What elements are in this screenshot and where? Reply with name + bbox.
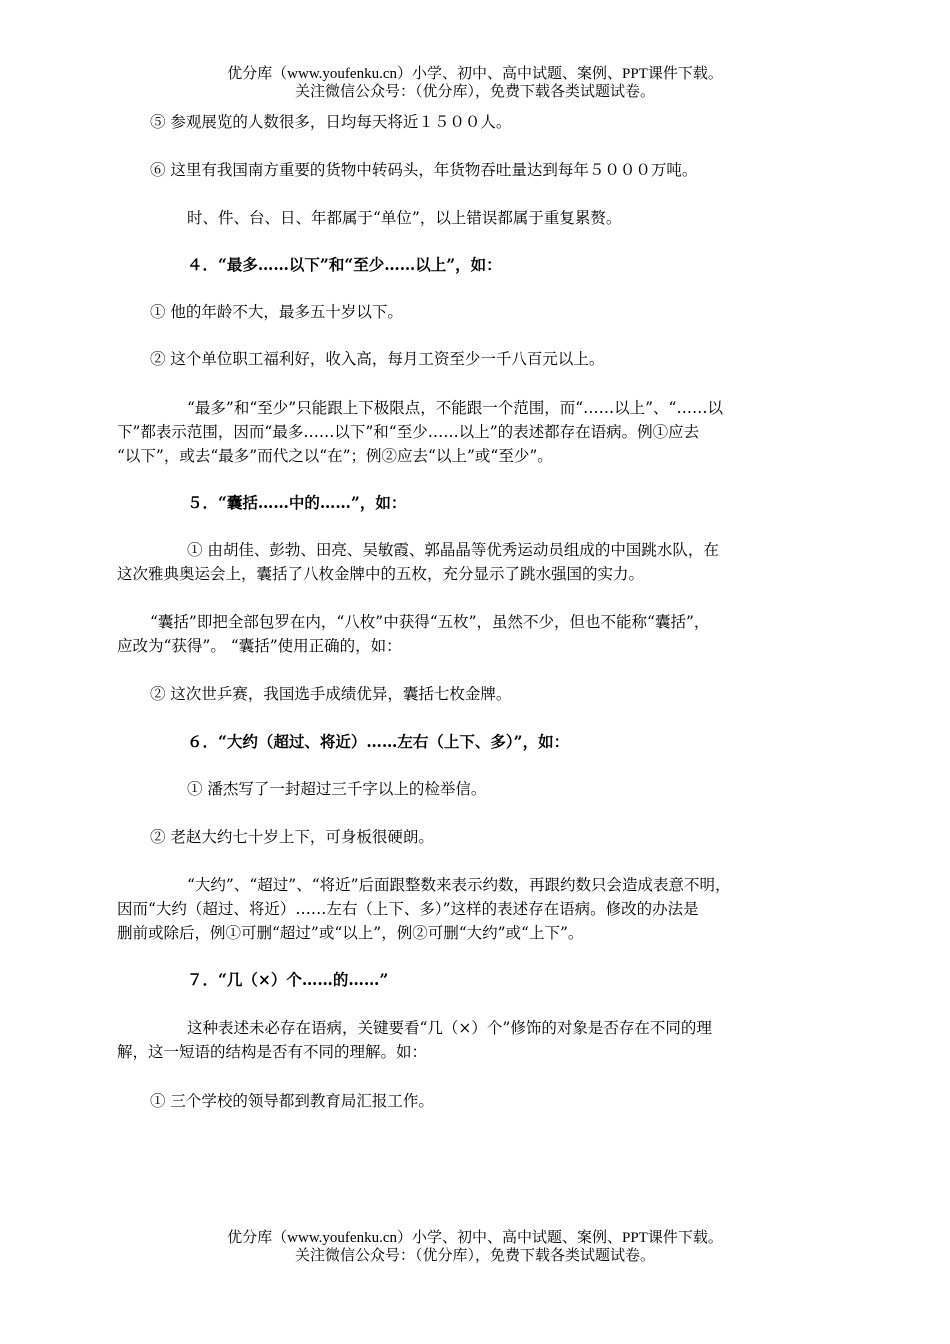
explanation-7-line-2: 解，这一短语的结构是否有不同的理解。如： bbox=[117, 1043, 428, 1061]
explanation-4-line-3: “以下”，或去“最多”而代之以“在”；例②应去“以上”或“至少”。 bbox=[117, 447, 553, 465]
heading-6: ６．“大约（超过、将近）……左右（上下、多）”，如： bbox=[187, 732, 570, 751]
heading-5: ５．“囊括……中的……”，如： bbox=[187, 493, 407, 512]
explanation-6 bbox=[117, 873, 787, 945]
sentence-4-2: ② 这个单位职工福利好，收入高，每月工资至少一千八百元以上。 bbox=[150, 350, 605, 368]
header-line-1: 优分库（www.youfenku.cn）小学、初中、高中试题、案例、PPT课件下载。 bbox=[227, 66, 723, 82]
sentence-7-1: ① 三个学校的领导都到教育局汇报工作。 bbox=[150, 1092, 434, 1110]
explanation-5 bbox=[117, 610, 787, 658]
example-5: ⑤ 参观展览的人数很多，日均每天将近１５００人。 bbox=[150, 113, 512, 131]
explanation-4-line-1: “最多”和“至少”只能跟上下极限点，不能跟一个范围，而“……以上”、“……以 bbox=[187, 399, 723, 417]
footer-line-2: 关注微信公众号：（优分库），免费下载各类试题试卷。 bbox=[294, 1248, 655, 1264]
header-line-2: 关注微信公众号：（优分库），免费下载各类试题试卷。 bbox=[294, 84, 655, 100]
sentence-5-1 bbox=[117, 538, 787, 586]
explanation-7-line-1: 这种表述未必存在语病，关键要看“几（×）个”修饰的对象是否存在不同的理 bbox=[187, 1019, 712, 1037]
heading-7: ７．“几（×）个……的……” bbox=[187, 970, 389, 989]
explanation-5-line-1: “囊括”即把全部包罗在内，“八枚”中获得“五枚”，虽然不少，但也不能称“囊括”， bbox=[150, 613, 710, 631]
explanation-4-line-2: 下”都表示范围，因而“最多……以下”和“至少……以上”的表述都存在语病。例①应去 bbox=[117, 423, 700, 441]
explanation-5-line-2: 应改为“获得”。 “囊括”使用正确的，如： bbox=[117, 637, 402, 655]
sentence-5-1-line-1: ① 由胡佳、彭勃、田亮、吴敏霞、郭晶晶等优秀运动员组成的中国跳水队，在 bbox=[187, 541, 719, 559]
explanation-6-line-2: 因而“大约（超过、将近）……左右（上下、多）”这样的表述存在语病。修改的办法是 bbox=[117, 900, 699, 918]
sentence-5-2: ② 这次世乒赛，我国选手成绩优异，囊括七枚金牌。 bbox=[150, 685, 512, 703]
sentence-6-2: ② 老赵大约七十岁上下，可身板很硬朗。 bbox=[150, 828, 434, 846]
page-footer bbox=[0, 1229, 950, 1265]
explanation-6-line-3: 删前或除后，例①可删“超过”或“以上”，例②可删“大约”或“上下”。 bbox=[117, 924, 584, 942]
sentence-5-1-line-2: 这次雅典奥运会上，囊括了八枚金牌中的五枚，充分显示了跳水强国的实力。 bbox=[117, 565, 645, 583]
heading-4: ４．“最多……以下”和“至少……以上”，如： bbox=[187, 255, 502, 274]
page-header bbox=[0, 65, 950, 101]
explanation-4 bbox=[117, 396, 787, 468]
example-6: ⑥ 这里有我国南方重要的货物中转码头，年货物吞吐量达到每年５０００万吨。 bbox=[150, 161, 698, 179]
note-repetition: 时、件、台、日、年都属于“单位”，以上错误都属于重复累赘。 bbox=[187, 209, 622, 227]
sentence-6-1: ① 潘杰写了一封超过三千字以上的检举信。 bbox=[187, 780, 487, 798]
explanation-7 bbox=[117, 1016, 787, 1064]
footer-line-1: 优分库（www.youfenku.cn）小学、初中、高中试题、案例、PPT课件下载。 bbox=[227, 1230, 723, 1246]
sentence-4-1: ① 他的年龄不大，最多五十岁以下。 bbox=[150, 303, 403, 321]
explanation-6-line-1: “大约”、“超过”、“将近”后面跟整数来表示约数，再跟约数只会造成表意不明， bbox=[187, 876, 731, 894]
